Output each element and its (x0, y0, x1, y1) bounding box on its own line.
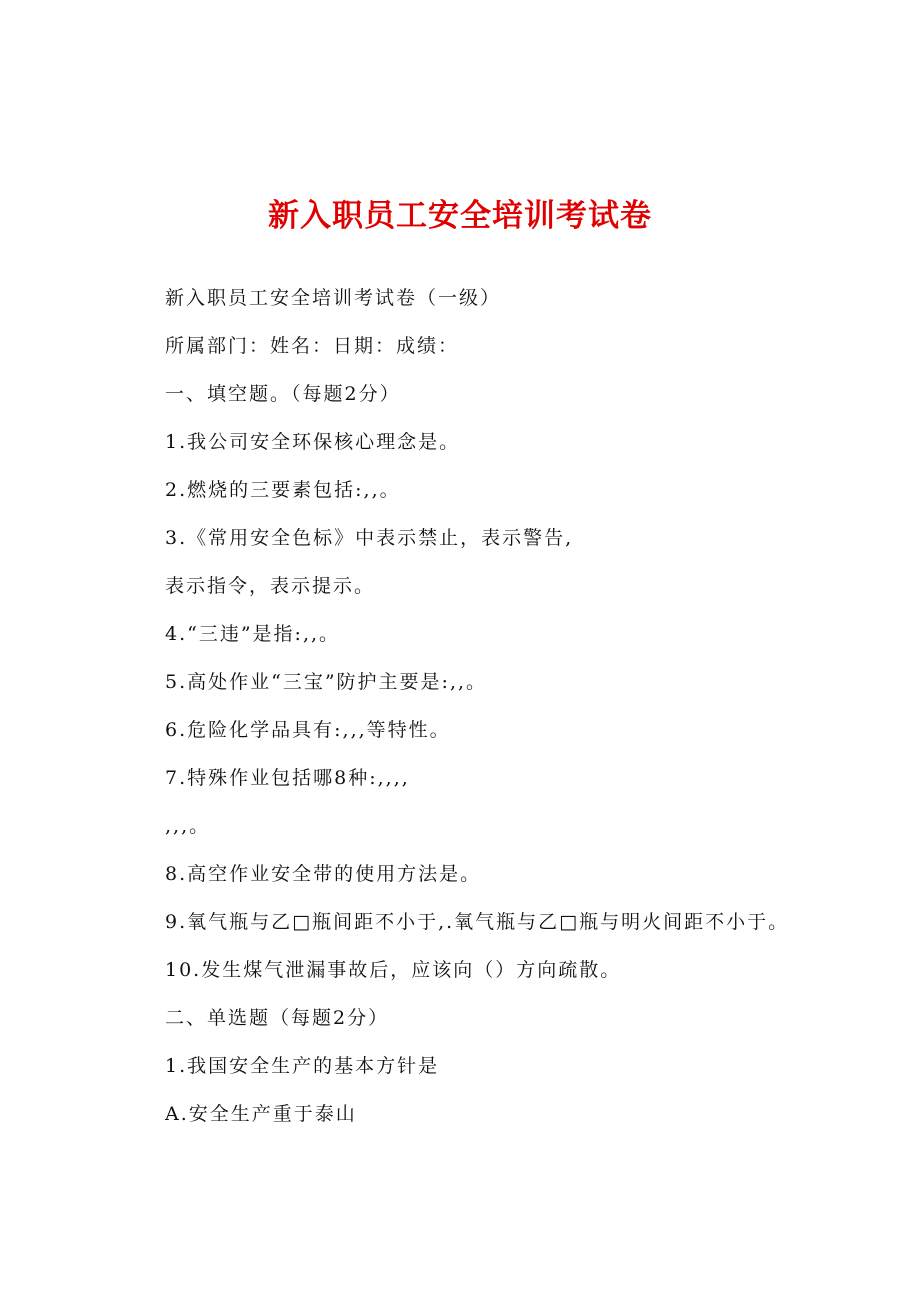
question-line: 5.高处作业“三宝”防护主要是:,,。 (165, 671, 488, 693)
info-fields-line: 所属部门：姓名：日期：成绩： (165, 335, 460, 357)
question-line: 6.危险化学品具有:,,,等特性。 (165, 719, 451, 741)
document-title: 新入职员工安全培训考试卷 (268, 198, 652, 234)
question-line: 7.特殊作业包括哪8种:,,,, (165, 767, 410, 789)
section-heading-single-choice: 二、单选题（每题2分） (165, 1007, 390, 1029)
answer-option-line: A.安全生产重于泰山 (165, 1103, 357, 1125)
section-heading-fill-blank: 一、填空题。（每题2分） (165, 383, 401, 405)
question-line: 10.发生煤气泄漏事故后，应该向（）方向疏散。 (165, 959, 622, 981)
document-body (165, 284, 865, 1148)
question-continuation-line: ,,,。 (165, 815, 211, 837)
question-line: 2.燃烧的三要素包括:,,。 (165, 479, 401, 501)
question-line: 8.高空作业安全带的使用方法是。 (165, 863, 482, 885)
question-line: 3.《常用安全色标》中表示禁止，表示警告, (165, 527, 574, 549)
question-line: 9.氧气瓶与乙□瓶间距不小于,.氧气瓶与乙□瓶与明火间距不小于。 (165, 911, 790, 933)
question-line: 4.“三违”是指:,,。 (165, 623, 341, 645)
question-line: 1.我公司安全环保核心理念是。 (165, 431, 461, 453)
subtitle-line: 新入职员工安全培训考试卷（一级） (165, 287, 502, 309)
question-continuation-line: 表示指令，表示提示。 (165, 575, 376, 597)
question-line: 1.我国安全生产的基本方针是 (165, 1055, 440, 1077)
